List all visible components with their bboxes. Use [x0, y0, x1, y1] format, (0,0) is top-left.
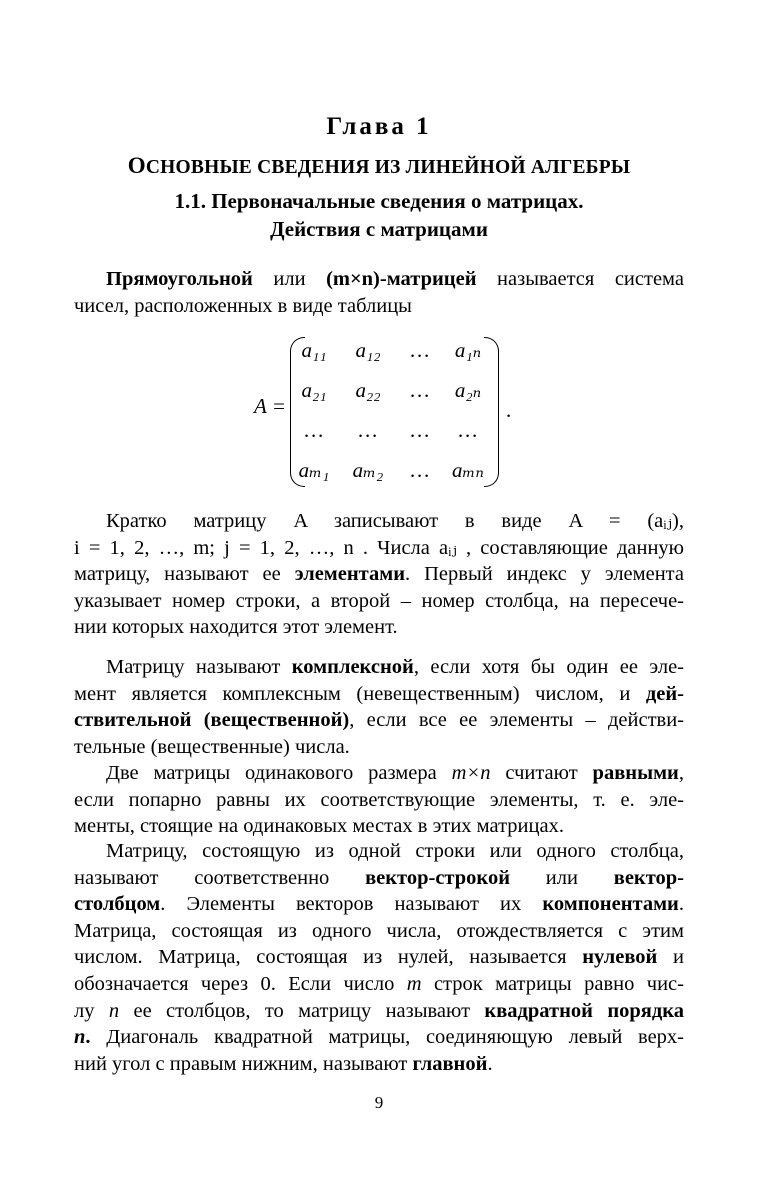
term-col-vector-part2: столбцом: [74, 893, 161, 916]
term-row-vector: вектор-строкой: [365, 866, 511, 889]
p3-l1m: m×n: [451, 762, 491, 784]
section-heading: [74, 187, 684, 243]
page-number: 9: [374, 1093, 384, 1112]
p1-line-4: указывает номер строки, а второй – номер столбца, на пересече-: [74, 589, 684, 612]
matrix-cell: aₘ₁: [298, 458, 330, 482]
matrix-cell: …: [410, 418, 430, 442]
matrix-cell: …: [410, 338, 430, 362]
p4-l8m: n: [74, 1026, 86, 1049]
matrix-cell: a₂₂: [355, 378, 381, 402]
matrix-cell: …: [410, 378, 430, 402]
p4-line-1: Матрицу, состоящую из одной строки или одного столбца,: [106, 840, 684, 862]
term-mn-matrix: (m×n)-матрицей: [326, 268, 477, 290]
p1-line-1-text: Кратко матрицу A записывают в виде A = (aᵢⱼ),: [106, 510, 684, 532]
p1-line-2: i = 1, 2, …, m; j = 1, 2, …, n . Числа aᵢⱼ , составляющие данную: [74, 536, 684, 559]
p3-l1b: считают: [490, 762, 593, 784]
p2-l1a: Матрицу называют: [106, 656, 292, 678]
p4-l8b: Диагональ квадратной матрицы, соединяющую левый верх-: [106, 1026, 685, 1049]
p3-line-3: менты, стоящие на одинаковых местах в этих матрицах.: [74, 815, 564, 838]
p1-l3c: . Первый индекс у элемента: [405, 563, 684, 586]
intro-paragraph: [74, 266, 684, 319]
matrix-lhs: A =: [254, 394, 286, 418]
matrix-cell: …: [458, 418, 478, 442]
chapter-title: [74, 153, 684, 179]
p3-line-2: если попарно равны их соответствующие элементы, т. е. эле-: [74, 788, 684, 811]
matrix-cell: …: [358, 418, 378, 442]
p1-line-1: [74, 508, 684, 535]
p4-l3d: .: [678, 893, 684, 916]
term-real-part1: дей-: [645, 682, 684, 705]
term-rectangular: Прямоугольной: [106, 268, 253, 290]
p4-l8a: .: [85, 1026, 107, 1049]
matrix-period: .: [506, 398, 512, 422]
matrix-cell: aₘ₂: [352, 458, 384, 482]
matrix-cell: a₁ₙ: [454, 338, 482, 362]
intro-text-1: или: [252, 268, 327, 290]
paragraph-vectors: [74, 838, 684, 1077]
matrix-formula: [254, 334, 514, 486]
term-col-vector-part1: вектор-: [613, 866, 685, 889]
p3-l1a: Две матрицы одинакового размера: [106, 762, 452, 784]
term-complex: комплексной: [291, 656, 414, 678]
p2-l3b: , если все ее элементы – действи-: [349, 709, 685, 732]
p4-l6a: обозначается через 0. Если число: [74, 972, 407, 995]
term-elements: элементами: [294, 563, 406, 586]
p4-l5a: числом. Матрица, состоящая из нулей, называется: [74, 946, 583, 969]
matrix-cell: aₘₙ: [452, 458, 484, 482]
term-main: главной: [412, 1052, 488, 1075]
paragraph-notation: [74, 508, 684, 641]
matrix-cell: a₁₂: [355, 338, 381, 362]
p4-l3b: . Элементы векторов называют их: [160, 893, 543, 916]
p3-l1d: ,: [678, 762, 684, 784]
term-square-order: квадратной порядка: [484, 999, 685, 1022]
intro-text-2: называется система: [476, 268, 684, 290]
p4-l6b: строк матрицы равно чис-: [421, 972, 684, 995]
chapter-title-initial: О: [127, 153, 146, 178]
p4-l7b: ее столбцов, то матрицу называют: [119, 999, 485, 1022]
p4-l7m: n: [108, 999, 120, 1022]
p2-l2a: мент является комплексным (невещественным) числом, и: [74, 682, 646, 705]
chapter-heading: Глава 1: [326, 113, 432, 140]
matrix-cell: …: [410, 458, 430, 482]
p4-l2a: называют соответственно: [74, 866, 366, 889]
p4-l9a: ний угол с правым нижним, называют: [74, 1052, 413, 1075]
p4-l7a: лу: [74, 999, 109, 1022]
term-equal: равными: [592, 762, 679, 784]
p1-line-5: нии которых находится этот элемент.: [74, 616, 398, 639]
section-heading-line1: 1.1. Первоначальные сведения о матрицах.: [174, 189, 584, 213]
p4-l9c: .: [487, 1052, 493, 1075]
term-components: компонентами: [542, 893, 679, 916]
p1-l3a: матрицу, называют ее: [74, 563, 295, 586]
matrix-cell: a₂₁: [301, 378, 327, 402]
p4-l2c: или: [510, 866, 614, 889]
p4-line-4: Матрица, состоящая из одного числа, отождествляется с этим: [74, 919, 684, 942]
matrix-cell: …: [304, 418, 324, 442]
paragraph-complex: [74, 654, 684, 760]
p4-l5c: и: [657, 946, 684, 969]
section-heading-line2: Действия с матрицами: [270, 217, 488, 241]
intro-line-2: чисел, расположенных в виде таблицы: [74, 294, 412, 317]
chapter-title-rest: СНОВНЫЕ СВЕДЕНИЯ ИЗ ЛИНЕЙНОЙ АЛГЕБРЫ: [145, 157, 631, 178]
paragraph-equal: [74, 760, 684, 840]
matrix-cell: a₂ₙ: [454, 378, 482, 402]
term-real-part2: ствительной (вещественной): [74, 709, 350, 732]
p2-l1c: , если хотя бы один ее эле-: [413, 656, 684, 678]
matrix-cell: a₁₁: [301, 338, 327, 362]
p4-l6m: m: [406, 972, 422, 995]
p2-line-4: тельные (вещественные) числа.: [74, 735, 350, 758]
term-zero: нулевой: [582, 946, 658, 969]
